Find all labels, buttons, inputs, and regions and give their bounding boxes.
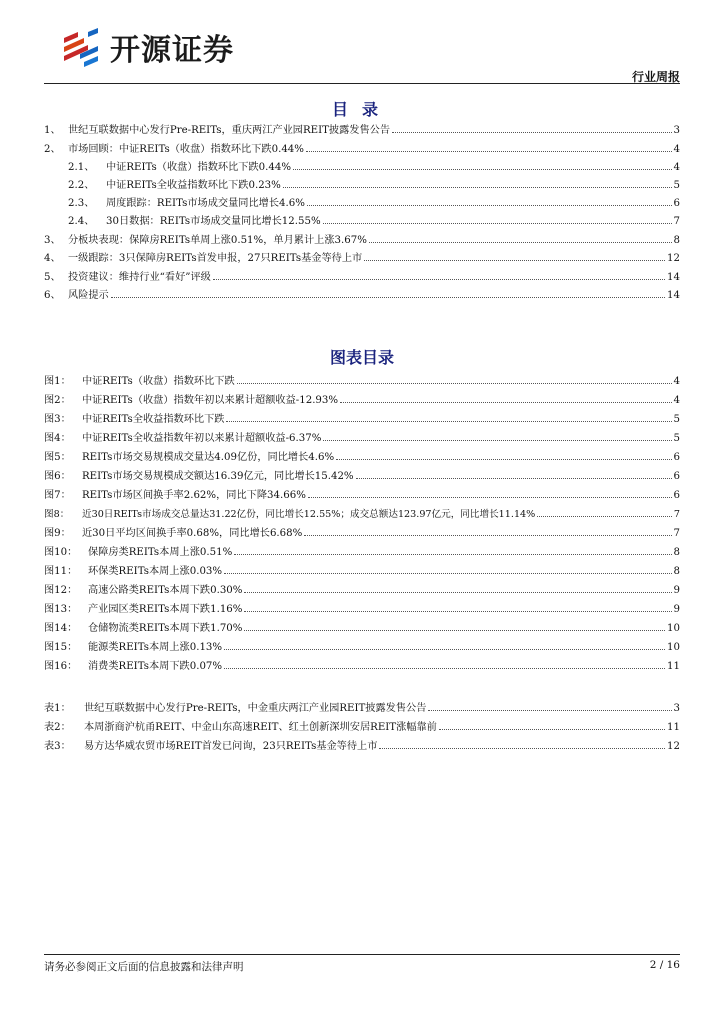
toc-entry[interactable]: 3、 分板块表现：保障房REITs单周上涨0.51%，单月累计上涨3.67% 8: [44, 235, 680, 246]
toc-title: 目录: [331, 100, 392, 119]
figure-entry[interactable]: 图4： 中证REITs全收益指数年初以来累计超额收益-6.37% 5: [44, 433, 680, 444]
figure-entry[interactable]: 图2： 中证REITs（收盘）指数年初以来累计超额收益-12.93% 4: [44, 395, 680, 406]
figure-entry[interactable]: 图13： 产业园区类REITs本周下跌1.16% 9: [44, 604, 680, 615]
figure-entry[interactable]: 图16： 消费类REITs本周下跌0.07% 11: [44, 661, 680, 672]
footer-disclaimer: 请务必参阅正文后面的信息披露和法律声明: [44, 961, 244, 973]
figure-entry[interactable]: 图6： REITs市场交易规模成交额达16.39亿元，同比增长15.42% 6: [44, 471, 680, 482]
figure-entry[interactable]: 图9： 近30日平均区间换手率0.68%，同比增长6.68% 7: [44, 528, 680, 539]
toc-entry[interactable]: 4、 一级跟踪：3只保障房REITs首发申报，27只REITs基金等待上市 12: [44, 253, 680, 264]
footer-divider: [44, 954, 680, 955]
page-header: [44, 14, 680, 84]
figure-entry[interactable]: 图3： 中证REITs全收益指数环比下跌 5: [44, 414, 680, 425]
toc-entry[interactable]: 1、 世纪互联数据中心发行Pre-REITs，重庆两江产业园REIT披露发售公告 3: [44, 125, 680, 136]
toc-entry[interactable]: 2.2、 中证REITs全收益指数环比下跌0.23% 5: [68, 180, 680, 191]
figure-entry[interactable]: 图15： 能源类REITs本周上涨0.13% 10: [44, 642, 680, 653]
company-logo: [58, 22, 308, 72]
toc-entry[interactable]: 6、 风险提示 14: [44, 290, 680, 301]
page-number: 2 / 16: [649, 959, 680, 971]
report-type-label: 行业周报: [631, 70, 680, 84]
table-entry[interactable]: 表2： 本周浙商沪杭甬REIT、中金山东高速REIT、红土创新深圳安居REIT涨幅靠前 11: [44, 722, 680, 733]
toc-entry[interactable]: 5、 投资建议：维持行业“看好”评级 14: [44, 272, 680, 283]
figure-entry[interactable]: 图7： REITs市场区间换手率2.62%，同比下降34.66% 6: [44, 490, 680, 501]
table-entry[interactable]: 表3： 易方达华威农贸市场REIT首发已问询，23只REITs基金等待上市 12: [44, 741, 680, 752]
toc-entry[interactable]: 2、 市场回顾：中证REITs（收盘）指数环比下跌0.44% 4: [44, 144, 680, 155]
figure-entry[interactable]: 图14： 仓储物流类REITs本周下跌1.70% 10: [44, 623, 680, 634]
figure-entry[interactable]: 图5： REITs市场交易规模成交量达4.09亿份，同比增长4.6% 6: [44, 452, 680, 463]
toc-entry[interactable]: 2.4、 30日数据：REITs市场成交量同比增长12.55% 7: [68, 216, 680, 227]
figure-entry[interactable]: 图12： 高速公路类REITs本周下跌0.30% 9: [44, 585, 680, 596]
figure-entry[interactable]: 图1： 中证REITs（收盘）指数环比下跌 4: [44, 376, 680, 387]
figure-entry[interactable]: 图11： 环保类REITs本周上涨0.03% 8: [44, 566, 680, 577]
table-entry[interactable]: 表1： 世纪互联数据中心发行Pre-REITs，中金重庆两江产业园REIT披露发售公告 3: [44, 703, 680, 714]
figure-entry[interactable]: 图10： 保障房类REITs本周上涨0.51% 8: [44, 547, 680, 558]
figure-list-title: 图表目录: [329, 348, 394, 367]
figure-entry[interactable]: 图8： 近30日REITs市场成交总量达31.22亿份，同比增长12.55%；成交总额达123.97亿元，同比增长11.14% 7: [44, 509, 680, 520]
logo-mark-icon: [58, 24, 104, 70]
toc-entry[interactable]: 2.1、 中证REITs（收盘）指数环比下跌0.44% 4: [68, 162, 680, 173]
company-name: 开源证券: [110, 33, 234, 68]
header-divider: [44, 83, 680, 84]
toc-entry[interactable]: 2.3、 周度跟踪：REITs市场成交量同比增长4.6% 6: [68, 198, 680, 209]
